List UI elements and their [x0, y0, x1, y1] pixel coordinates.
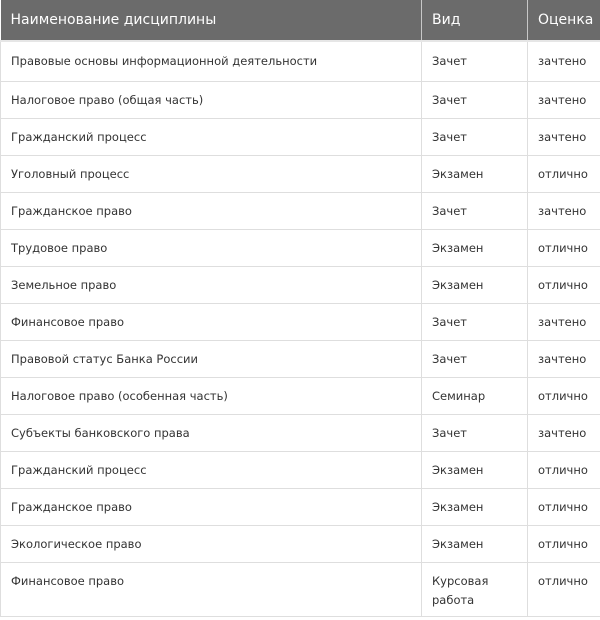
- discipline-cell: Земельное право: [1, 266, 422, 303]
- table-body: [1, 41, 600, 616]
- discipline-cell: Правовой статус Банка России: [1, 340, 422, 377]
- header-discipline: Наименование дисциплины: [1, 0, 422, 41]
- table-row: [1, 488, 600, 525]
- discipline-cell: Правовые основы информационной деятельности: [1, 41, 422, 81]
- table-row: [1, 451, 600, 488]
- discipline-cell: Гражданское право: [1, 488, 422, 525]
- grade-cell: отлично: [528, 451, 600, 488]
- header-type: Вид: [422, 0, 528, 41]
- discipline-cell: Финансовое право: [1, 562, 422, 616]
- grade-cell: зачтено: [528, 192, 600, 229]
- type-cell: Зачет: [422, 340, 528, 377]
- table-row: [1, 303, 600, 340]
- grade-cell: зачтено: [528, 340, 600, 377]
- type-cell: Экзамен: [422, 266, 528, 303]
- grade-cell: отлично: [528, 377, 600, 414]
- table-row: [1, 377, 600, 414]
- discipline-cell: Уголовный процесс: [1, 155, 422, 192]
- table-row: [1, 266, 600, 303]
- grade-cell: зачтено: [528, 41, 600, 81]
- discipline-cell: Гражданское право: [1, 192, 422, 229]
- grade-cell: зачтено: [528, 81, 600, 118]
- type-cell: Экзамен: [422, 488, 528, 525]
- header-grade: Оценка: [528, 0, 600, 41]
- type-cell: Экзамен: [422, 155, 528, 192]
- discipline-cell: Налоговое право (общая часть): [1, 81, 422, 118]
- type-cell: Зачет: [422, 192, 528, 229]
- type-cell: Семинар: [422, 377, 528, 414]
- table-row: [1, 340, 600, 377]
- table-row: [1, 414, 600, 451]
- type-cell: Курсовая работа: [422, 562, 528, 616]
- grade-cell: отлично: [528, 266, 600, 303]
- discipline-cell: Налоговое право (особенная часть): [1, 377, 422, 414]
- grade-cell: отлично: [528, 562, 600, 616]
- table-row: [1, 41, 600, 81]
- header-row: [1, 0, 600, 41]
- table-row: [1, 229, 600, 266]
- table-row: [1, 118, 600, 155]
- table-row: [1, 155, 600, 192]
- discipline-cell: Гражданский процесс: [1, 118, 422, 155]
- table-row: [1, 192, 600, 229]
- type-cell: Зачет: [422, 81, 528, 118]
- table-header: [1, 0, 600, 41]
- grade-cell: отлично: [528, 488, 600, 525]
- grade-cell: отлично: [528, 155, 600, 192]
- type-cell: Экзамен: [422, 451, 528, 488]
- discipline-cell: Субъекты банковского права: [1, 414, 422, 451]
- type-cell: Зачет: [422, 118, 528, 155]
- table-row: [1, 525, 600, 562]
- table-row: [1, 562, 600, 616]
- discipline-cell: Гражданский процесс: [1, 451, 422, 488]
- type-cell: Зачет: [422, 414, 528, 451]
- grade-cell: отлично: [528, 229, 600, 266]
- grade-cell: зачтено: [528, 303, 600, 340]
- table-row: [1, 81, 600, 118]
- grade-cell: зачтено: [528, 118, 600, 155]
- discipline-cell: Финансовое право: [1, 303, 422, 340]
- discipline-cell: Трудовое право: [1, 229, 422, 266]
- discipline-cell: Экологическое право: [1, 525, 422, 562]
- type-cell: Экзамен: [422, 229, 528, 266]
- type-cell: Зачет: [422, 303, 528, 340]
- grade-cell: отлично: [528, 525, 600, 562]
- type-cell: Экзамен: [422, 525, 528, 562]
- grade-cell: зачтено: [528, 414, 600, 451]
- type-cell: Зачет: [422, 41, 528, 81]
